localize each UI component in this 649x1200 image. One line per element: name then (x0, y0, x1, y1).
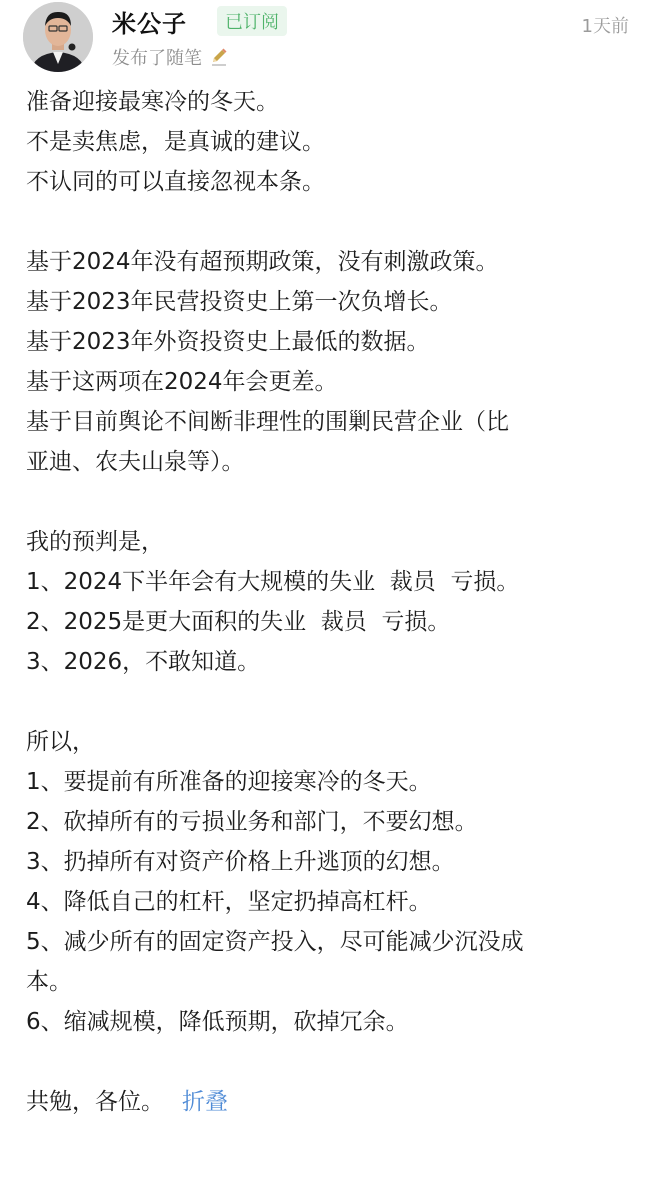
avatar[interactable] (23, 2, 93, 72)
post-line: 5、减少所有的固定资产投入，尽可能减少沉没成 (26, 929, 524, 955)
post-line: 不认同的可以直接忽视本条。 (26, 169, 325, 195)
post-line: 1、2024下半年会有大规模的失业 裁员 亏损。 (26, 569, 520, 595)
post-line: 基于2024年没有超预期政策，没有刺激政策。 (26, 249, 499, 275)
post-header (0, 0, 649, 80)
post-line: 1、要提前有所准备的迎接寒冷的冬天。 (26, 769, 432, 795)
post-line: 亚迪、农夫山泉等）。 (26, 449, 245, 475)
pen-icon (208, 46, 230, 68)
post-line: 2、砍掉所有的亏损业务和部门，不要幻想。 (26, 809, 478, 835)
post-line: 基于目前舆论不间断非理性的围剿民营企业（比 (26, 409, 509, 435)
post-line: 基于2023年民营投资史上第一次负增长。 (26, 289, 453, 315)
post-line: 4、降低自己的杠杆，坚定扔掉高杠杆。 (26, 889, 432, 915)
post-action: 发布了随笔 (112, 48, 202, 69)
closing-line (26, 1082, 636, 1122)
fold-link[interactable]: 折叠 (182, 1089, 228, 1115)
paragraph-spacer (26, 682, 636, 722)
paragraph-spacer (26, 482, 636, 522)
post-line: 准备迎接最寒冷的冬天。 (26, 89, 279, 115)
post-body (26, 82, 636, 1122)
advice-heading: 所以， (26, 729, 95, 755)
post-line: 3、扔掉所有对资产价格上升逃顶的幻想。 (26, 849, 455, 875)
post-line: 6、缩减规模，降低预期，砍掉冗余。 (26, 1009, 409, 1035)
post-line: 本。 (26, 969, 72, 995)
author-name[interactable]: 米公子 (112, 10, 187, 38)
paragraph-spacer (26, 1042, 636, 1082)
post-line: 2、2025是更大面积的失业 裁员 亏损。 (26, 609, 451, 635)
post-meta (112, 44, 230, 70)
post-line: 不是卖焦虑，是真诚的建议。 (26, 129, 325, 155)
post-time: 1天前 (581, 16, 629, 37)
prediction-heading: 我的预判是， (26, 529, 164, 555)
closing-text: 共勉，各位。 (26, 1089, 164, 1115)
post-line: 基于这两项在2024年会更差。 (26, 369, 338, 395)
paragraph-spacer (26, 202, 636, 242)
avatar-image (23, 2, 93, 72)
post-line: 基于2023年外资投资史上最低的数据。 (26, 329, 430, 355)
subscribed-badge: 已订阅 (217, 6, 287, 36)
post-line: 3、2026，不敢知道。 (26, 649, 261, 675)
